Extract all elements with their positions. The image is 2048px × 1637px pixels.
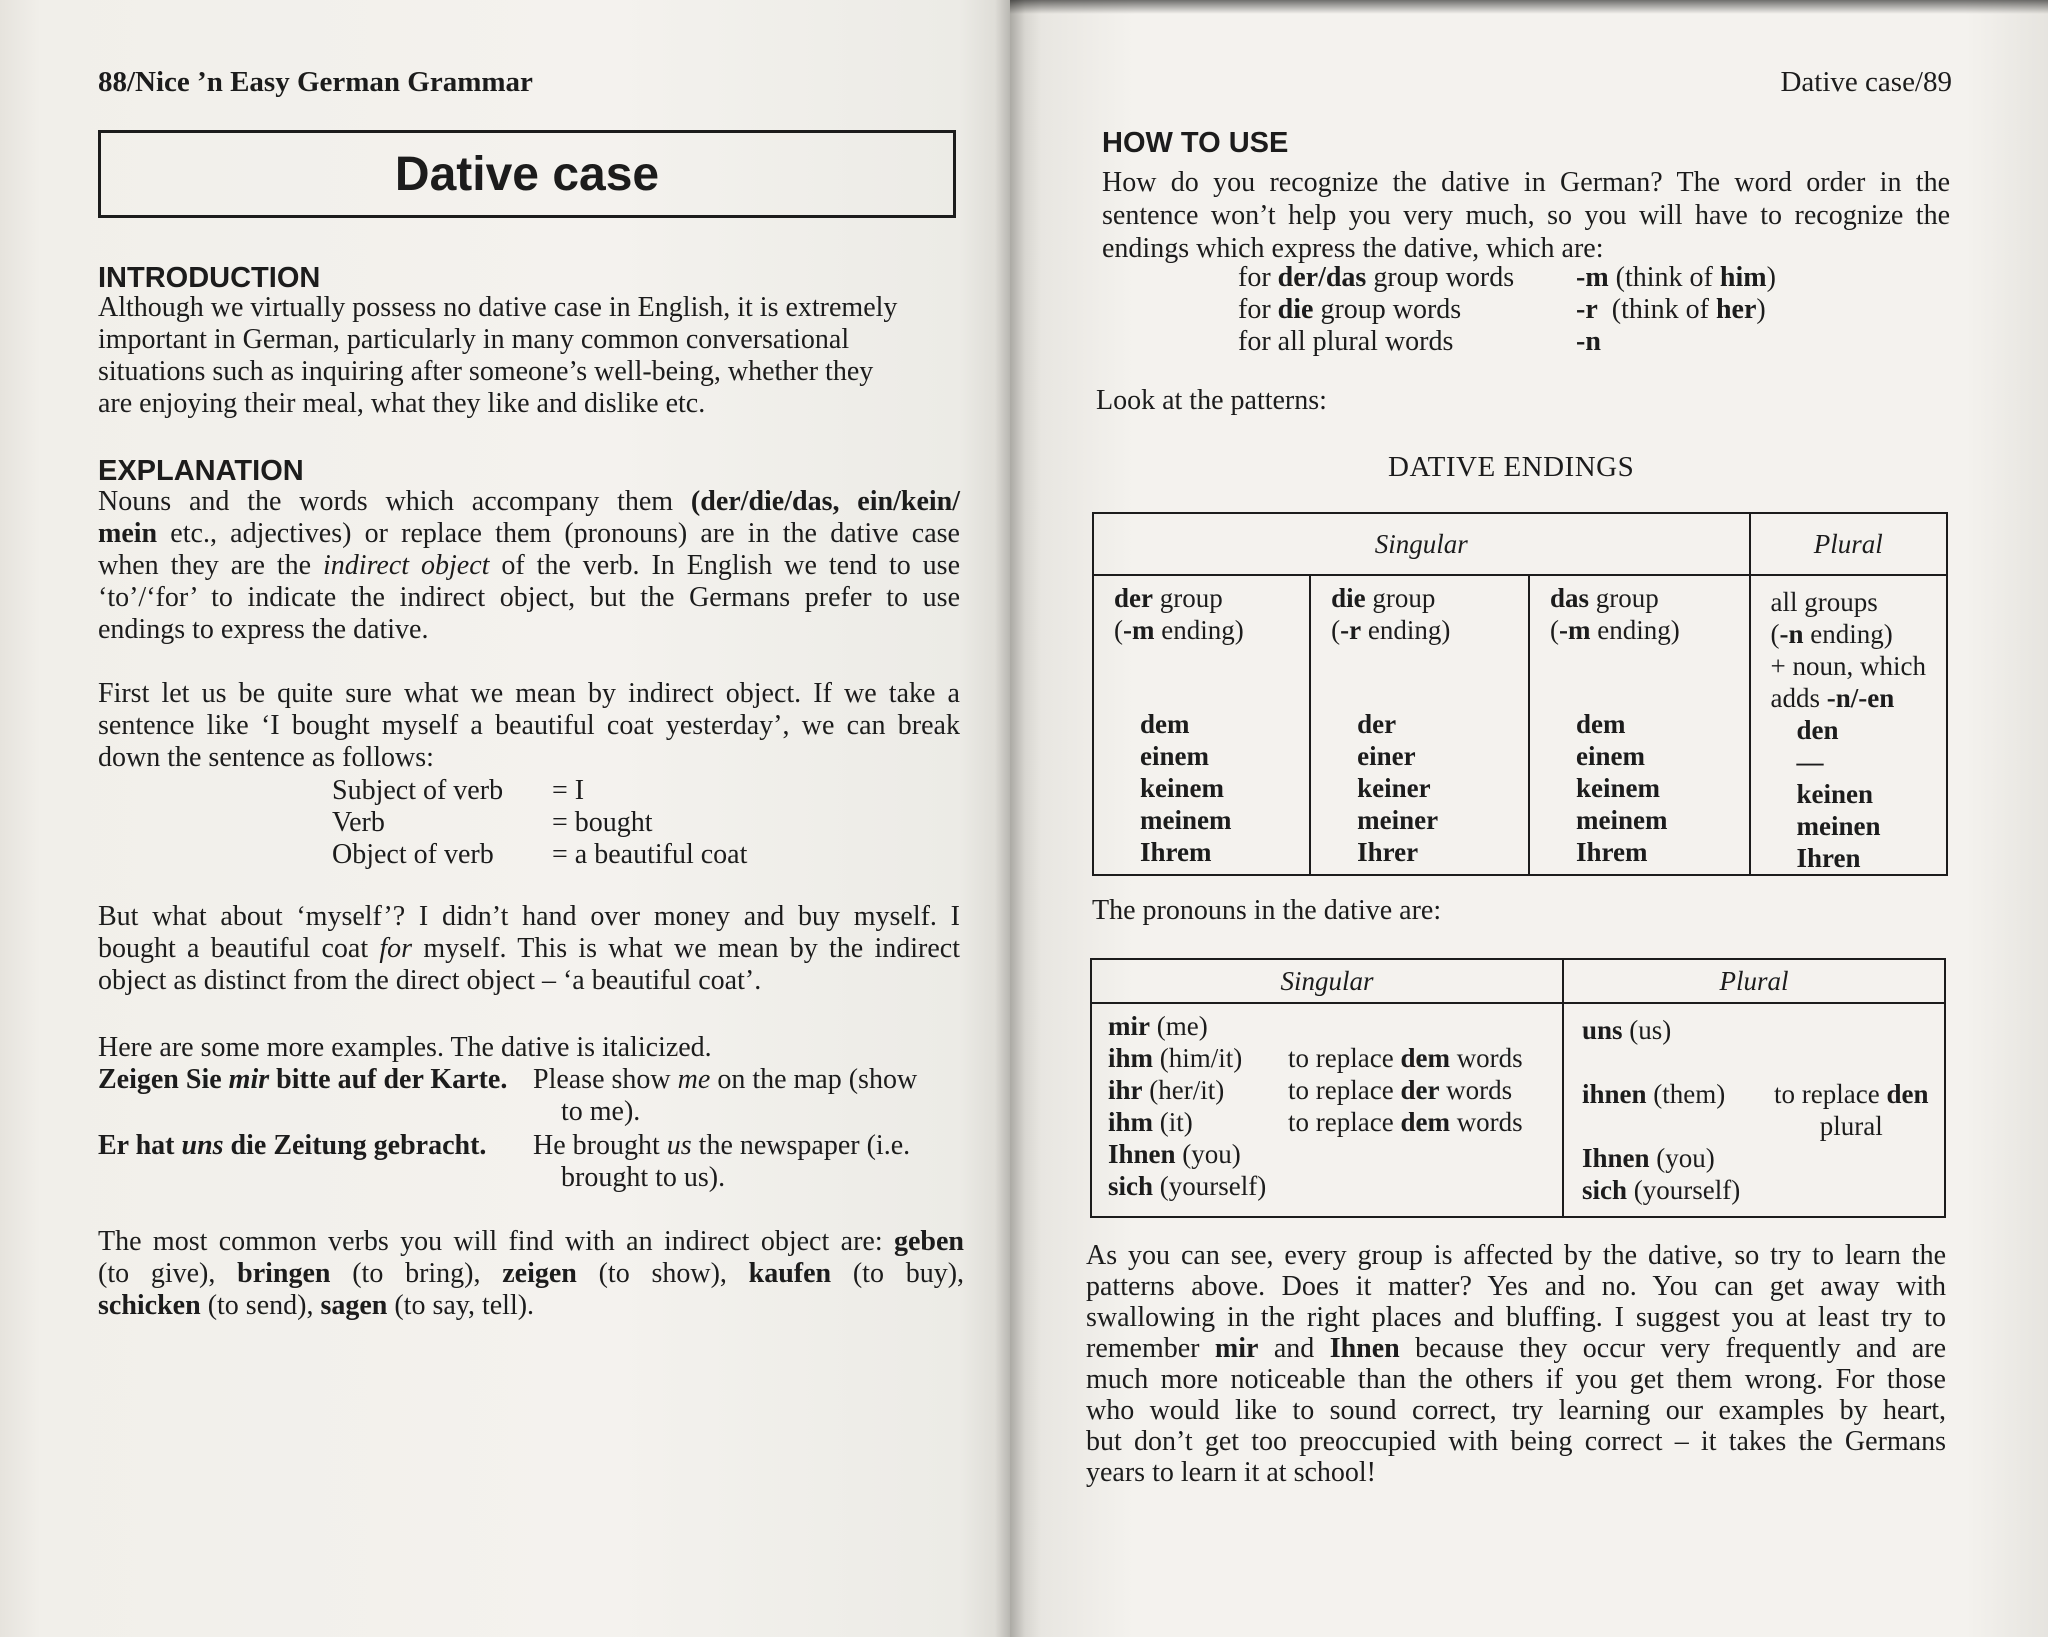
note: to replace	[1288, 1075, 1401, 1105]
text: etc., adjectives) or replace them (pronouns) are in the dative case	[157, 518, 960, 549]
breakdown-label: Subject of verb	[332, 775, 504, 806]
verb: zeigen	[502, 1258, 577, 1289]
text: all groups	[1770, 587, 1878, 617]
bold-text: -r	[1576, 294, 1598, 325]
text: Please show	[533, 1064, 678, 1095]
text: (	[1331, 615, 1341, 645]
gloss: (it)	[1153, 1107, 1193, 1137]
chapter-title-box	[98, 130, 956, 218]
indirect-object-paragraph	[98, 678, 960, 774]
pronoun: Ihnen	[1582, 1143, 1650, 1173]
common-verbs-paragraph	[98, 1226, 964, 1322]
gloss: (me)	[1149, 1011, 1208, 1041]
form: meinem	[1575, 805, 1668, 835]
das-group-cell	[1529, 575, 1750, 875]
examples-intro: Here are some more examples. The dative is italicized.	[98, 1032, 712, 1063]
text: for	[1238, 262, 1278, 293]
bold-text: die	[1277, 294, 1314, 325]
form: keinem	[1140, 773, 1224, 803]
pronoun: ihm	[1108, 1043, 1154, 1073]
how-to-use-paragraph	[1102, 166, 1950, 265]
text: for	[1238, 294, 1278, 325]
italic-bold-text: uns	[181, 1130, 224, 1161]
pronouns-singular-header: Singular	[1091, 959, 1563, 1003]
bold-text: her	[1715, 294, 1757, 325]
text: group	[1152, 583, 1223, 613]
plural-header: Plural	[1750, 513, 1948, 575]
form: —	[1796, 747, 1824, 777]
bold-text: der/das	[1277, 262, 1367, 293]
text: group words	[1366, 262, 1515, 293]
text: sentence like ‘I bought myself a beautiful coat yesterday’, we can break	[98, 710, 960, 741]
gloss: (you)	[1649, 1143, 1715, 1173]
ending-row	[1238, 262, 1776, 294]
pronoun: ihnen	[1582, 1079, 1647, 1109]
bold-text: die Zeitung gebracht.	[223, 1130, 487, 1161]
form: Ihren	[1796, 843, 1861, 873]
text: and	[1258, 1333, 1330, 1364]
text: years to learn it at school!	[1086, 1457, 1377, 1488]
bold-text: bitte auf der Karte.	[269, 1064, 508, 1095]
book-gutter	[995, 0, 1025, 1637]
form: einem	[1575, 741, 1645, 771]
bold-text: -m	[1123, 615, 1155, 645]
bold-text: -m	[1576, 262, 1609, 293]
gloss: (to give),	[98, 1258, 238, 1289]
text: group	[1365, 583, 1436, 613]
breakdown-row	[332, 807, 747, 839]
gloss: (to show),	[576, 1258, 749, 1289]
bold-text: den	[1886, 1079, 1929, 1109]
bold-text: Er hat	[98, 1130, 182, 1161]
dative-pronouns-table	[1090, 958, 1946, 1218]
text: remember	[1086, 1333, 1215, 1364]
bold-text: geben	[894, 1226, 964, 1257]
gloss: (to buy),	[831, 1258, 965, 1289]
gloss: (yourself)	[1627, 1175, 1741, 1205]
text: group	[1589, 583, 1659, 613]
verbs-line	[98, 1258, 964, 1290]
form: meinem	[1140, 805, 1232, 835]
text: As you can see, every group is affected by the dative, so try to learn the	[1086, 1240, 1946, 1271]
text: ending)	[1803, 619, 1893, 649]
explanation-heading: EXPLANATION	[98, 455, 304, 487]
pronoun: ihm	[1108, 1107, 1154, 1137]
closing-paragraph	[1086, 1240, 1946, 1488]
pronouns-intro: The pronouns in the dative are:	[1092, 895, 1442, 926]
text: Nouns and the words which accompany them	[98, 486, 691, 517]
bold-text: mir	[1214, 1333, 1259, 1364]
intro-line: important in German, particularly in many common conversational	[98, 324, 850, 355]
der-group-cell	[1093, 575, 1310, 875]
gloss: (us)	[1622, 1015, 1672, 1045]
text: swallowing in the right places and bluffing. I suggest you at least try to	[1086, 1302, 1946, 1333]
running-head-right: Dative case/89	[1780, 66, 1952, 98]
text: (to send),	[200, 1290, 321, 1321]
plural-replace-note	[1774, 1078, 1928, 1142]
gloss: (yourself)	[1153, 1171, 1267, 1201]
text: to me).	[561, 1096, 641, 1127]
plural-pronouns-cell	[1563, 1003, 1945, 1217]
gloss: (her/it)	[1142, 1075, 1225, 1105]
bold-text: sagen	[320, 1290, 388, 1321]
verb: kaufen	[748, 1258, 832, 1289]
text: when they are the	[98, 550, 324, 581]
text: (	[1549, 615, 1559, 645]
text: the newspaper (i.e.	[691, 1130, 911, 1161]
gloss: (them)	[1646, 1079, 1726, 1109]
italic-bold-text: mir	[228, 1064, 270, 1095]
text: )	[1766, 262, 1776, 293]
bold-text: -n/-en	[1826, 683, 1895, 713]
form: den	[1796, 715, 1839, 745]
form: keiner	[1357, 773, 1431, 803]
text: + noun, which	[1770, 651, 1926, 681]
how-to-use-heading: HOW TO USE	[1102, 127, 1289, 159]
text: who would like to sound correct, try learning our examples by heart,	[1086, 1395, 1946, 1426]
text: ending)	[1590, 615, 1680, 645]
text: on the map (show	[710, 1064, 918, 1095]
breakdown-label: Verb	[332, 807, 385, 838]
form: Ihrem	[1140, 837, 1212, 867]
running-head-left: 88/Nice ’n Easy German Grammar	[98, 66, 533, 98]
bold-text: dem	[1400, 1043, 1450, 1073]
form: meinen	[1796, 811, 1881, 841]
text: The most common verbs you will find with an indirect object are:	[98, 1226, 894, 1257]
text: because they occur very frequently and are	[1399, 1333, 1946, 1364]
bold-text: dem	[1400, 1107, 1450, 1137]
breakdown-row	[332, 839, 747, 871]
bold-text: -m	[1558, 615, 1591, 645]
text: ending)	[1361, 615, 1451, 645]
text: but don’t get too preoccupied with being correct – it takes the Germans	[1086, 1426, 1946, 1457]
text: (think of	[1608, 262, 1720, 293]
intro-line: Although we virtually possess no dative case in English, it is extremely	[98, 292, 898, 323]
explanation-paragraph	[98, 486, 960, 646]
text: ‘to’/‘for’ to indicate the indirect object, but the Germans prefer to use	[98, 582, 960, 613]
bold-text: -n	[1779, 619, 1804, 649]
note: words	[1439, 1075, 1513, 1105]
intro-line: situations such as inquiring after someone’s well-being, whether they	[98, 356, 874, 387]
breakdown-label: Object of verb	[332, 839, 494, 870]
example-1-english	[533, 1064, 917, 1128]
ending-row	[1238, 326, 1776, 358]
text: down the sentence as follows:	[98, 742, 434, 773]
bold-text: der	[1400, 1075, 1440, 1105]
form: dem	[1140, 709, 1190, 739]
pronoun: Ihnen	[1108, 1139, 1176, 1169]
text: endings which express the dative, which are:	[1102, 233, 1604, 264]
page-edge-shadow	[1010, 0, 2048, 14]
ending-row	[1238, 294, 1776, 326]
text: bought a beautiful coat	[98, 933, 380, 964]
italic-text: for	[379, 933, 413, 964]
italic-text: indirect object	[323, 550, 490, 581]
bold-text: mein	[98, 518, 158, 549]
form: der	[1357, 709, 1397, 739]
dative-endings-table	[1092, 512, 1948, 876]
bold-text: schicken	[98, 1290, 201, 1321]
form: keinem	[1575, 773, 1660, 803]
text: ending)	[1154, 615, 1244, 645]
italic-text: us	[666, 1130, 692, 1161]
note: words	[1449, 1043, 1523, 1073]
gloss: (to bring),	[330, 1258, 503, 1289]
text: First let us be quite sure what we mean by indirect object. If we take a	[98, 678, 960, 709]
text: object as distinct from the direct object – ‘a beautiful coat’.	[98, 965, 762, 996]
breakdown-value: = bought	[552, 807, 653, 838]
text: patterns above. Does it matter? Yes and no. You can get away with	[1086, 1271, 1946, 1302]
bold-text: der	[1114, 583, 1153, 613]
breakdown-row	[332, 775, 747, 807]
note: words	[1449, 1107, 1523, 1137]
text: He brought	[533, 1130, 667, 1161]
pronoun: ihr	[1108, 1075, 1143, 1105]
italic-text: me	[677, 1064, 711, 1095]
introduction-paragraph	[98, 292, 960, 420]
verb: bringen	[237, 1258, 331, 1289]
text: for all plural words	[1238, 326, 1454, 357]
sentence-breakdown	[332, 775, 747, 871]
text: (	[1114, 615, 1123, 645]
note: to replace	[1288, 1043, 1401, 1073]
plural-forms	[1771, 714, 1947, 874]
introduction-heading: INTRODUCTION	[98, 262, 321, 294]
bold-text: Ihnen	[1329, 1333, 1400, 1364]
pronouns-plural-header: Plural	[1563, 959, 1945, 1003]
gloss: (him/it)	[1153, 1043, 1243, 1073]
myself-paragraph	[98, 901, 960, 997]
example-1-german	[98, 1064, 507, 1096]
note: plural	[1819, 1111, 1883, 1141]
form: keinen	[1796, 779, 1874, 809]
der-forms	[1114, 708, 1309, 868]
text: myself. This is what we mean by the indirect	[412, 933, 961, 964]
form: Ihrer	[1357, 837, 1419, 867]
text: adds	[1770, 683, 1827, 713]
plural-group-cell	[1750, 575, 1948, 875]
form: einem	[1140, 741, 1209, 771]
note: to replace	[1288, 1107, 1401, 1137]
note: to replace	[1774, 1079, 1887, 1109]
bold-text: (der/die/das, ein/kein/	[690, 486, 960, 517]
text: of the verb. In English we tend to use	[489, 550, 961, 581]
pronoun: sich	[1108, 1171, 1154, 1201]
die-group-cell	[1310, 575, 1529, 875]
pronoun: mir	[1108, 1011, 1150, 1041]
bold-text: him	[1719, 262, 1767, 293]
die-forms	[1331, 708, 1528, 868]
text: sentence won’t help you very much, so you will have to recognize the	[1102, 200, 1950, 231]
breakdown-value: = I	[552, 775, 585, 806]
text: How do you recognize the dative in German? The word order in the	[1102, 167, 1950, 198]
text: brought to us).	[561, 1162, 726, 1193]
text: group words	[1313, 294, 1462, 325]
bold-text: -n	[1576, 326, 1601, 357]
text: much more noticeable than the others if you get them wrong. For those	[1086, 1364, 1946, 1395]
text: (	[1770, 619, 1780, 649]
text: endings to express the dative.	[98, 614, 429, 645]
breakdown-value: = a beautiful coat	[552, 839, 748, 870]
intro-line: are enjoying their meal, what they like and dislike etc.	[98, 388, 706, 419]
example-2-english	[533, 1130, 910, 1194]
singular-header: Singular	[1093, 513, 1750, 575]
bold-text: die	[1331, 583, 1366, 613]
example-2-german	[98, 1130, 486, 1162]
text: But what about ‘myself’? I didn’t hand over money and buy myself. I	[98, 901, 960, 932]
text: )	[1756, 294, 1766, 325]
text: (to say, tell).	[387, 1290, 535, 1321]
text: (think of	[1597, 294, 1716, 325]
singular-pronouns-cell	[1091, 1003, 1563, 1217]
form: dem	[1575, 709, 1626, 739]
bold-text: -r	[1340, 615, 1362, 645]
chapter-title: Dative case	[394, 148, 660, 201]
gloss: (you)	[1175, 1139, 1241, 1169]
pronoun: sich	[1582, 1175, 1628, 1205]
form: Ihrem	[1575, 837, 1648, 867]
das-forms	[1550, 708, 1749, 868]
form: meiner	[1357, 805, 1439, 835]
look-at-patterns: Look at the patterns:	[1096, 385, 1327, 416]
dative-endings-title: DATIVE ENDINGS	[1388, 451, 1635, 483]
bold-text: das	[1549, 583, 1590, 613]
pronoun: uns	[1582, 1015, 1623, 1045]
bold-text: Zeigen Sie	[98, 1064, 229, 1095]
form: einer	[1357, 741, 1416, 771]
endings-list	[1238, 262, 1776, 358]
